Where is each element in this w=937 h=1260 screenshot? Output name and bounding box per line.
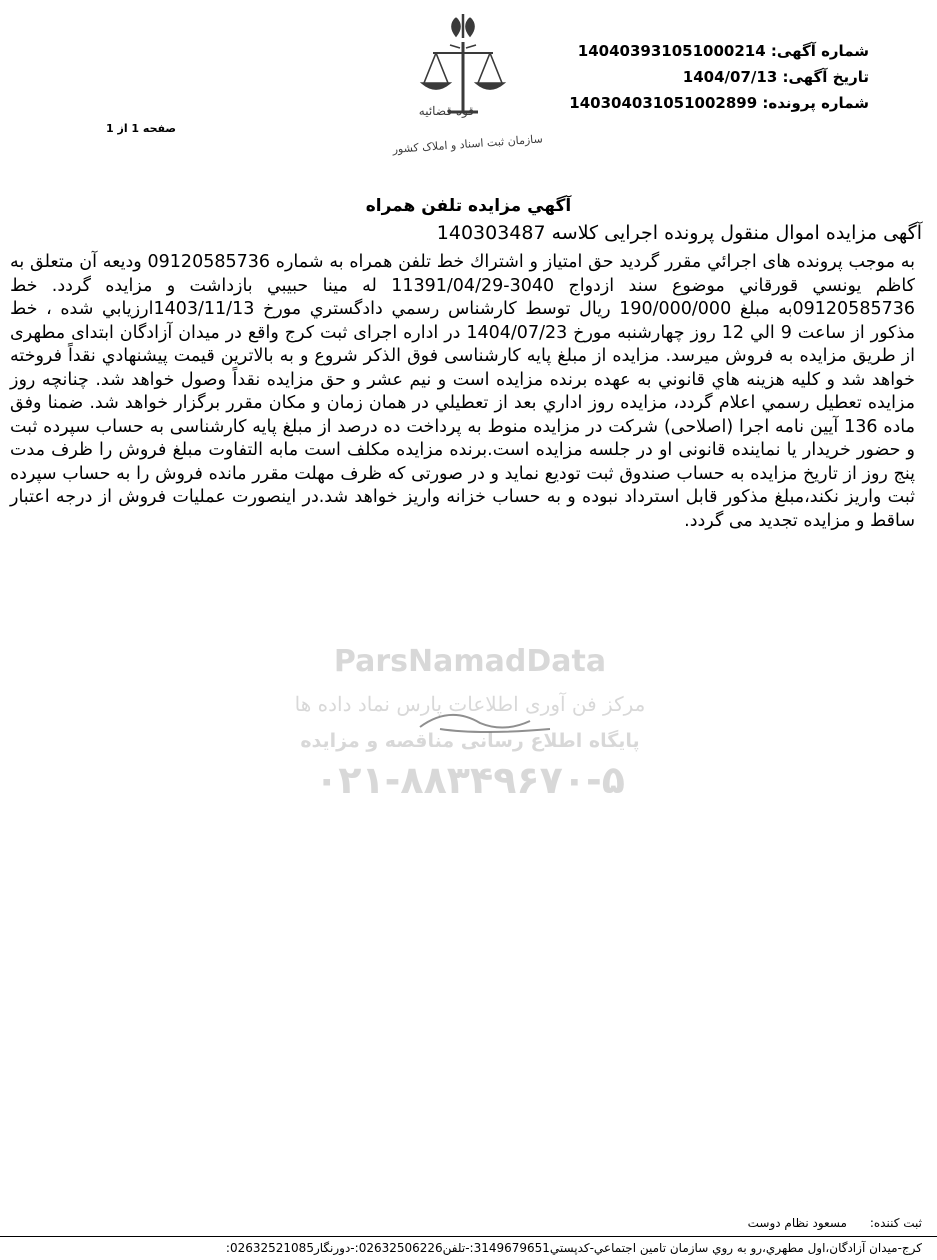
notice-subtitle: آگهی مزایده اموال منقول پرونده اجرایی کلاسه 140303487 (436, 222, 922, 244)
notice-date: 1404/07/13 (682, 68, 778, 86)
watermark-line1: مرکز فن آوری اطلاعات پارس نماد داده ها (294, 692, 646, 716)
watermark-line2: پایگاه اطلاع رسانی مناقصه و مزایده (300, 730, 640, 752)
recorder (748, 1216, 922, 1230)
page-indicator: صفحه 1 از 1 (106, 122, 177, 135)
footer-address: کرج-میدان آزادگان،اول مطهري،رو به روي سازمان تامين اجتماعي-كدپستي3149679651:-تلفن02632506226:-دورنگار02632521085: (225, 1241, 922, 1255)
org-name-text: سازمان ثبت اسناد و املاک کشور (392, 132, 544, 156)
notice-number: 140403931051000214 (577, 42, 766, 60)
notice-meta (569, 38, 869, 116)
footer-divider (0, 1236, 937, 1237)
case-number-label: شماره پرونده: (762, 94, 869, 112)
notice-date-label: تاریخ آگهی: (782, 68, 869, 86)
case-number-row (569, 90, 869, 116)
notice-number-label: شماره آگهی: (770, 42, 869, 60)
notice-body: به موجب پرونده های اجرائي مقرر گرديد حق امتياز و اشتراك خط تلفن همراه به شماره 09120585736 وديعه آن متعلق به كاظم يونسي قورقاني موضوع سند ازدواج 3040-11391/04/29 له مينا حبيبي بازداشت و مزايده گردد. خط 09120585736به مبلغ 190/000/000 ريال توسط كارشناس رسمي دادگستري مورخ 1403/11/13ارزيابي شده ، خط مذكور از ساعت 9 الي 12 روز چهارشنبه مورخ 1404/07/23 در اداره اجرای ثبت کرج واقع در میدان آزادگان ابتدای مطهری از طريق مزايده به فروش ميرسد. مزایده از مبلغ پایه کارشناسی فوق الذکر شروع و به بالاترين قيمت پيشنهادي نقداً فروخته خواهد شد و كليه هزينه هاي قانوني به عهده برنده مزايده است و نيم عشر و حق مزايده نقداً وصول خواهد شد. چنانچه روز مزايده تعطيل رسمي اعلام گردد، مزايده روز اداري بعد از تعطيلي در همان زمان و مكان مقرر برگزار خواهد شد. ضمنا وفق ماده 136 آیین نامه اجرا (اصلاحی) شرکت در مزایده منوط به پرداخت ده درصد از مبلغ پایه کارشناسی به حساب سپرده ثبت و حضور خریدار یا نماینده قانونی او در جلسه مزایده است.برنده مزایده مکلف است مابه التفاوت مبلغ فروش را ظرف مدت پنج روز از تاریخ مزایده به حساب صندوق ثبت تودیع نماید و در صورتی که ظرف مهلت مقرر مانده فروش را به حساب سپرده ثبت واریز نکند،مبلغ مذکور قابل استرداد نبوده و به حساب خزانه واریز خواهد شد.در اینصورت عملیات فروش از درجه اعتبار ساقط و مزایده تجدید می گردد. (10, 252, 915, 531)
recorder-name: مسعود نظام دوست (747, 1216, 847, 1230)
watermark-phone: ۰۲۱-۸۸۳۴۹۶۷۰-۵ (315, 758, 625, 802)
recorder-label: ثبت كننده: (869, 1216, 922, 1230)
notice-title: آگهي مزايده تلفن همراه (365, 196, 572, 216)
emblem-text: قوه قضائیه (418, 104, 474, 118)
case-number: 140304031051002899 (569, 94, 758, 112)
watermark (250, 645, 690, 805)
watermark-brand: ParsNamadData (333, 645, 607, 679)
notice-number-row (569, 38, 869, 64)
notice-date-row (569, 64, 869, 90)
judiciary-emblem-logo (378, 8, 548, 158)
